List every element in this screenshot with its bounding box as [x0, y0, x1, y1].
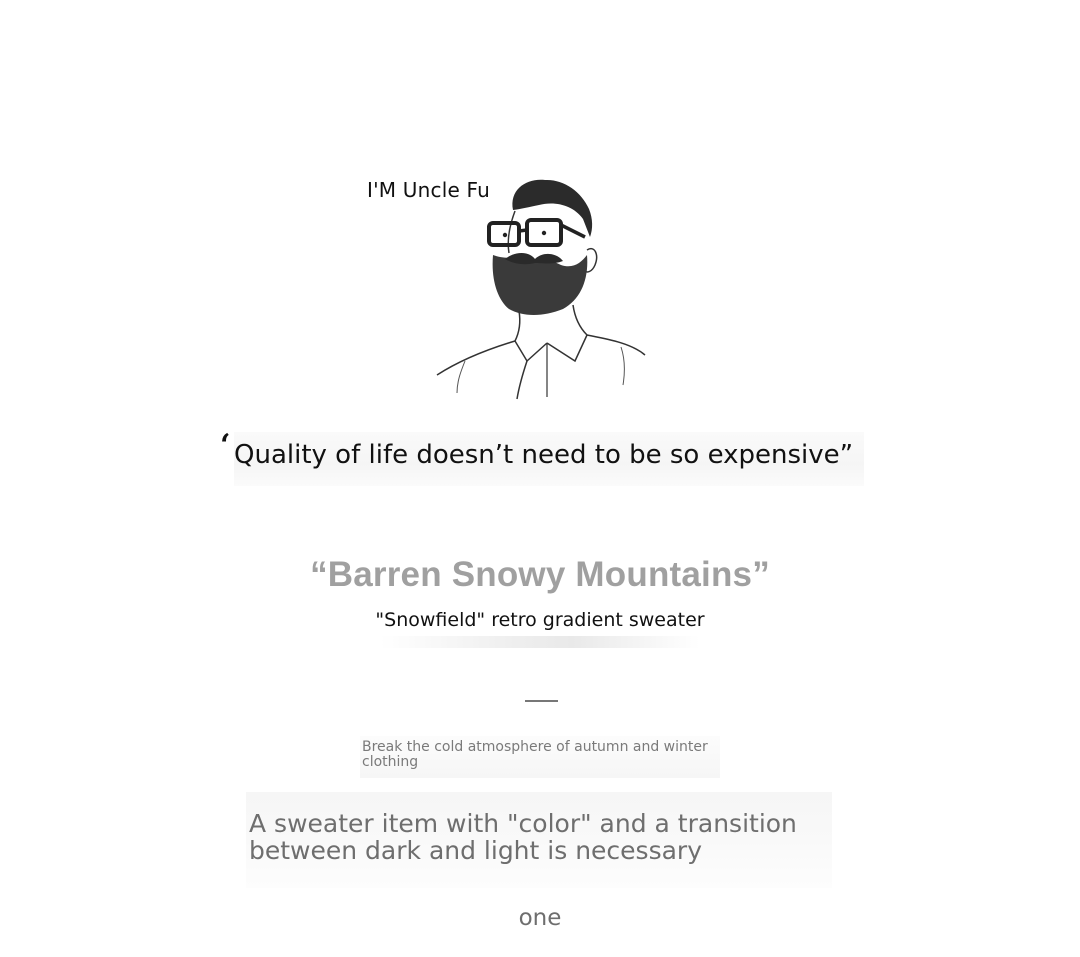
- quote-open-mark: ‘: [220, 428, 231, 463]
- description-text: A sweater item with "color" and a transition between dark and light is necessary: [249, 809, 797, 865]
- footer-word: one: [518, 905, 562, 931]
- collection-title: “Barren Snowy Mountains”: [310, 555, 770, 594]
- bearded-man-portrait-icon: [435, 175, 647, 401]
- tagline-text: Break the cold atmosphere of autumn and winter clothing: [362, 739, 708, 770]
- quote-block: [220, 430, 864, 486]
- section-divider: [525, 700, 558, 702]
- product-name: "Snowfield" retro gradient sweater: [375, 609, 705, 631]
- quote-text: Quality of life doesn’t need to be so expensive”: [234, 440, 854, 470]
- product-name-underlay: [380, 636, 700, 648]
- intro-label: I'M Uncle Fu: [367, 178, 491, 202]
